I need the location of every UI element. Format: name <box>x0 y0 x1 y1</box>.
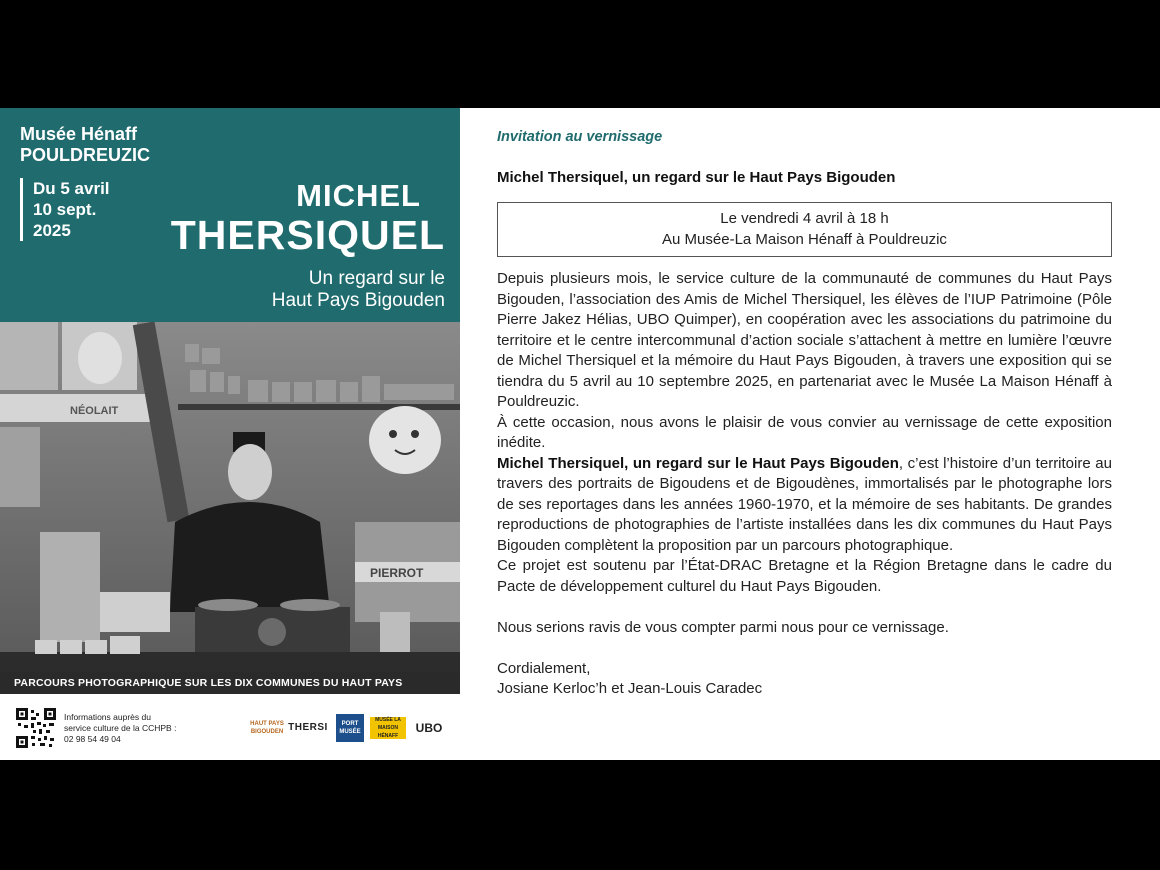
description-text: , c’est l’histoire d’un territoire au travers des portraits de Bigoudens et de Bigoudènes, immortalisés par le photographe lors de ses reportages dans les années 1960-1970, et la mémoire de ses habitants. De grandes reproductions de photographies de l’artiste installées dans les dix communes du Haut Pays Bigouden complètent la proposition par un parcours photographique. <box>497 454 1112 554</box>
artist-first-name: MICHEL <box>296 178 421 213</box>
letter-body <box>497 269 1112 700</box>
artist-last-name: THERSIQUEL <box>170 212 445 258</box>
subtitle-line-2: Haut Pays Bigouden <box>271 290 445 311</box>
closing-salutation: Cordialement, <box>497 659 591 677</box>
invitation-card <box>0 108 1160 760</box>
dates-year: 2025 <box>33 221 71 240</box>
paragraph-closing-wish: Nous serions ravis de vous compter parmi nous pour ce vernissage. <box>497 618 949 636</box>
venue <box>20 124 150 166</box>
dates-start: Du 5 avril <box>33 179 110 198</box>
venue-town: POULDREUZIC <box>20 145 150 165</box>
event-date-time: Le vendredi 4 avril à 18 h <box>720 210 889 227</box>
invitation-letter <box>497 108 1112 760</box>
paragraph-invitation: À cette occasion, nous avons le plaisir de vous convier au vernissage de cette exposition inédite. <box>497 413 1112 451</box>
exhibition-poster <box>0 108 460 760</box>
poster-header <box>0 108 460 322</box>
photo-sign-pierrot: PIERROT <box>370 566 424 580</box>
shop-photo-illustration <box>0 322 460 672</box>
venue-name: Musée Hénaff <box>20 124 138 144</box>
signatories: Josiane Kerloc’h et Jean-Louis Caradec <box>497 680 763 697</box>
info-line-1: Informations auprès du <box>64 712 151 722</box>
event-details-box <box>497 202 1112 257</box>
paragraph-context: Depuis plusieurs mois, le service culture de la communauté de communes du Haut Pays Bigouden, l’association des Amis de Michel Thersiquel, les élèves de l’IUP Patrimoine (Pôle Pierre Jakez Hélias, UBO Quimper), en coopération avec les associations du patrimoine du territoire et le centre intercommunal d’action sociale s’attachent à mettre en lumière l’œuvre de Michel Thersiquel et la mémoire du Haut Pays Bigouden, à travers une exposition qui se tiendra du 5 avril au 10 septembre 2025, en partenariat avec le Musée La Maison Hénaff à Pouldreuzic. <box>497 270 1112 410</box>
paragraph-description <box>497 454 1112 557</box>
dates-end: 10 sept. <box>33 200 97 219</box>
poster-footer <box>0 694 460 760</box>
exhibition-dates <box>20 178 110 241</box>
logo-thersi: THERSI <box>288 722 328 733</box>
event-location: Au Musée-La Maison Hénaff à Pouldreuzic <box>662 231 947 248</box>
qr-code-icon <box>16 708 56 748</box>
artist-name <box>145 178 445 257</box>
info-phone: 02 98 54 49 04 <box>64 734 121 744</box>
logo-ubo: UBO <box>415 721 443 735</box>
invitation-label: Invitation au vernissage <box>497 129 663 145</box>
logo-musee-henaff: MUSÉE LA MAISON HÉNAFF <box>370 717 406 739</box>
poster-subtitle <box>205 268 445 312</box>
subtitle-line-1: Un regard sur le <box>308 268 445 289</box>
paragraph-support: Ce projet est soutenu par l’État-DRAC Bretagne et la Région Bretagne dans le cadre du Pacte de développement culturel du Haut Pays Bigouden. <box>497 557 1112 595</box>
letter-title: Michel Thersiquel, un regard sur le Haut Pays Bigouden <box>497 169 896 186</box>
info-line-2: service culture de la CCHPB : <box>64 723 177 733</box>
shop-photograph <box>0 322 460 672</box>
info-contact <box>64 712 204 745</box>
photo-caption-band: PARCOURS PHOTOGRAPHIQUE SUR LES DIX COMMUNES DU HAUT PAYS <box>0 672 460 694</box>
logo-haut-pays-bigouden: HAUT PAYS BIGOUDEN <box>250 721 284 735</box>
photo-sign-neolait: NÉOLAIT <box>70 405 119 417</box>
logo-port-musee: PORT MUSÉE <box>336 714 364 742</box>
partner-logos <box>250 714 450 744</box>
exhibition-title-inline: Michel Thersiquel, un regard sur le Haut Pays Bigouden <box>497 454 899 472</box>
